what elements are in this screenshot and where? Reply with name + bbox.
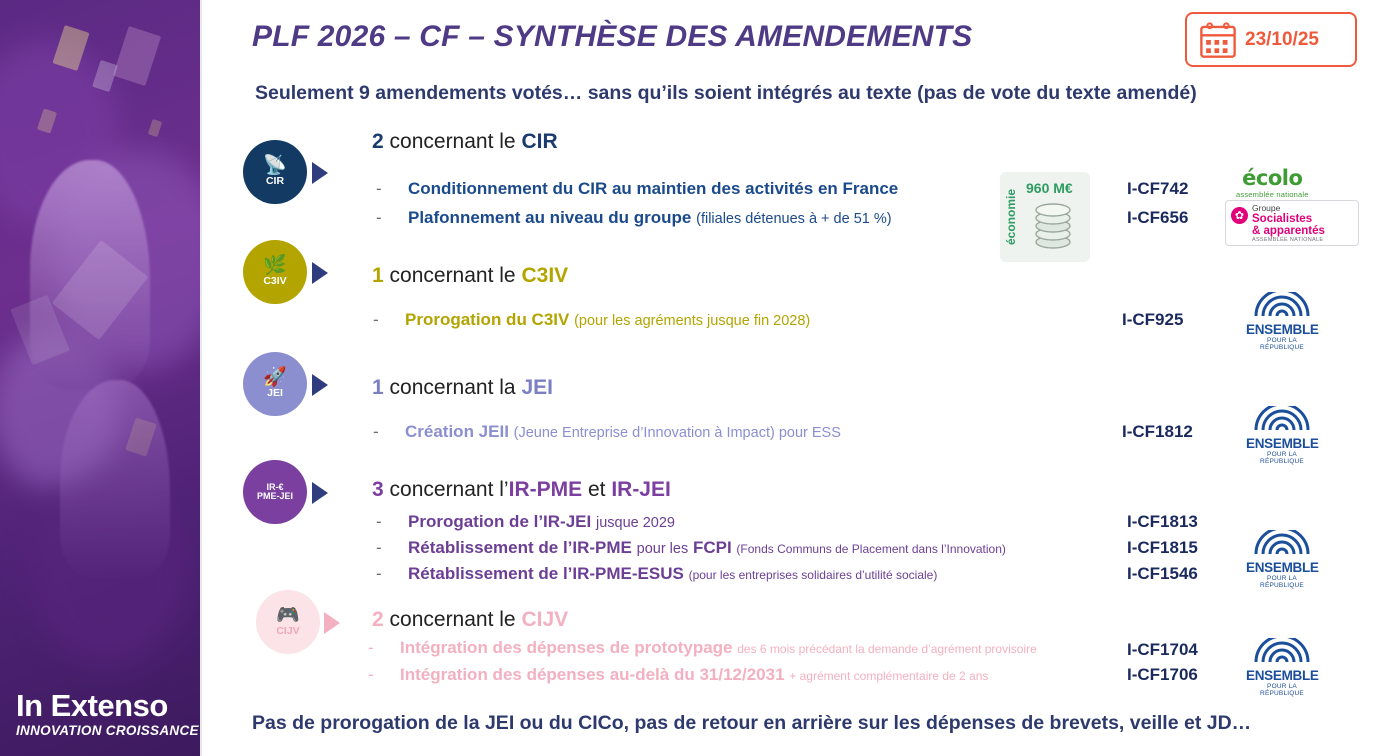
date-text: 23/10/25	[1245, 28, 1319, 50]
amendment-label: Rétablissement de l’IR-PME-ESUS	[408, 564, 684, 583]
section-count: 2	[372, 130, 384, 153]
date-badge	[1185, 12, 1357, 67]
amendment-item	[376, 208, 892, 228]
amendment-ref: I-CF656	[1127, 208, 1189, 227]
section-keyword: CIJV	[521, 608, 569, 631]
section-icon-jei	[243, 352, 307, 416]
section-headline-prefix: concernant la	[389, 376, 516, 399]
party-logo-line2: Socialistes	[1252, 212, 1313, 225]
amendment-item	[373, 422, 841, 442]
amendment-item	[376, 512, 675, 532]
amendment-label: Intégration des dépenses de prototypage	[400, 638, 733, 657]
amendment-item	[376, 179, 899, 199]
bullet-dash: -	[368, 665, 374, 684]
section-headline-jei	[372, 376, 553, 400]
amendment-ref: I-CF1704	[1127, 640, 1198, 659]
section-headline-prefix: concernant le	[389, 130, 516, 153]
bullet-dash: -	[368, 638, 374, 657]
party-logo-sub: POUR LA RÉPUBLIQUE	[1260, 574, 1304, 589]
party-logo-line1: Groupe	[1252, 203, 1281, 213]
rose-icon: ✿	[1231, 207, 1248, 224]
bullet-dash: -	[376, 208, 382, 227]
section-icon-label: PME-JEI	[256, 491, 293, 501]
amendment-ref: I-CF1706	[1127, 665, 1198, 684]
section-icon-label: JEI	[267, 387, 283, 400]
amendment-item	[376, 538, 1006, 558]
section-icon-cir	[243, 140, 307, 204]
bullet-dash: -	[376, 538, 382, 557]
section-keyword: C3IV	[521, 264, 569, 287]
section-headline-cijv	[372, 608, 568, 632]
bullet-dash: -	[373, 422, 379, 441]
amendment-label: Prorogation de l’IR-JEI	[408, 512, 592, 531]
section-count: 3	[372, 478, 384, 501]
party-logo-ensemble	[1246, 406, 1318, 465]
party-logo-socialistes	[1225, 200, 1359, 246]
amendment-note-bold: FCPI	[692, 538, 732, 557]
bullet-dash: -	[376, 179, 382, 198]
amendment-label: Plafonnement au niveau du groupe	[408, 208, 692, 227]
section-keyword: IR-PME	[508, 478, 583, 501]
ensemble-waves-icon	[1246, 406, 1318, 432]
section-arrow	[312, 374, 328, 396]
party-logo-line4: ASSEMBLÉE NATIONALE	[1252, 237, 1324, 244]
amendment-note: jusque 2029	[595, 515, 675, 531]
leaf-icon: 🌿	[263, 255, 287, 277]
economy-amount: 960 M€	[1026, 180, 1073, 196]
amendment-label: Création JEII	[405, 422, 509, 441]
amendment-item	[368, 638, 1037, 658]
euro-icon: IR-€	[266, 481, 284, 492]
section-count: 1	[372, 264, 384, 287]
section-icon-cijv	[256, 590, 320, 654]
section-icon-label: C3IV	[263, 275, 287, 288]
section-arrow	[324, 612, 340, 634]
section-arrow	[312, 162, 328, 184]
amendment-ref: I-CF1812	[1122, 422, 1193, 441]
section-icon-label: CIJV	[276, 625, 300, 638]
amendment-note: (pour les agréments jusque fin 2028)	[574, 313, 811, 329]
gamepad-icon: 🎮	[276, 605, 300, 627]
amendment-note-small: (pour les entreprises solidaires d’utilité sociale)	[688, 568, 938, 582]
economy-badge	[1000, 172, 1090, 262]
ensemble-waves-icon	[1246, 292, 1318, 318]
section-headline-cir	[372, 130, 558, 154]
economy-label: économie	[1004, 188, 1018, 246]
ensemble-waves-icon	[1246, 530, 1318, 556]
amendment-note-small: + agrément complémentaire de 2 ans	[789, 669, 989, 683]
amendment-ref: I-CF925	[1122, 310, 1184, 329]
amendment-note-small: des 6 mois précédant la demande d’agrément provisoire	[737, 642, 1037, 656]
amendment-label: Intégration des dépenses au-delà du 31/12/2031	[400, 665, 785, 684]
amendment-label: Conditionnement du CIR au maintien des activités en France	[408, 179, 899, 198]
section-arrow	[312, 482, 328, 504]
decor-hand-shape	[60, 380, 170, 580]
section-keyword: JEI	[521, 376, 553, 399]
section-headline-prefix: concernant le	[389, 608, 516, 631]
party-logo-name: ENSEMBLE	[1246, 322, 1319, 337]
amendment-ref: I-CF742	[1127, 179, 1189, 198]
party-logo-ensemble	[1246, 638, 1318, 697]
satellite-icon: 📡	[263, 155, 287, 177]
brand-logo-name: In Extenso	[16, 688, 168, 723]
party-logo-name: ENSEMBLE	[1246, 436, 1319, 451]
amendment-label: Rétablissement de l’IR-PME	[408, 538, 632, 557]
brand-logo	[16, 690, 199, 738]
section-count: 2	[372, 608, 384, 631]
section-count: 1	[372, 376, 384, 399]
amendment-label: Prorogation du C3IV	[405, 310, 570, 329]
section-headline-c3iv	[372, 264, 568, 288]
section-headline-ir	[372, 478, 671, 502]
section-keyword-2: IR-JEI	[611, 478, 671, 501]
section-headline-prefix: concernant l’	[389, 478, 509, 501]
decor-shard	[113, 26, 161, 86]
party-logo-ensemble	[1246, 530, 1318, 589]
subtitle: Seulement 9 amendements votés… sans qu’ils soient intégrés au texte (pas de vote du texte amendé)	[255, 82, 1197, 104]
amendment-item	[368, 665, 989, 685]
decorative-side-panel	[0, 0, 200, 756]
bullet-dash: -	[376, 512, 382, 531]
section-icon-c3iv	[243, 240, 307, 304]
section-icon-label: CIR	[265, 175, 285, 188]
amendment-item	[373, 310, 811, 330]
amendment-ref: I-CF1546	[1127, 564, 1198, 583]
party-logo-sub: assemblée nationale	[1236, 190, 1309, 199]
ensemble-waves-icon	[1246, 638, 1318, 664]
amendment-note: pour les	[636, 541, 689, 557]
calendar-icon	[1199, 21, 1237, 59]
bullet-dash: -	[376, 564, 382, 583]
page-title: PLF 2026 – CF – SYNTHÈSE DES AMENDEMENTS	[252, 20, 973, 53]
rocket-icon: 🚀	[263, 367, 287, 389]
party-logo-sub: POUR LA RÉPUBLIQUE	[1260, 450, 1304, 465]
party-logo-sub: POUR LA RÉPUBLIQUE	[1260, 336, 1304, 351]
bullet-dash: -	[373, 310, 379, 329]
section-icon-ir-pme-jei	[243, 460, 307, 524]
amendment-item	[376, 564, 938, 584]
footer-note: Pas de prorogation de la JEI ou du CICo, pas de retour en arrière sur les dépenses de brevets, veille et JD…	[252, 712, 1252, 734]
party-logo-ensemble	[1246, 292, 1318, 351]
party-logo-ecolo	[1236, 166, 1309, 199]
section-joiner: et	[587, 478, 606, 501]
section-arrow	[312, 262, 328, 284]
decor-shard	[148, 119, 162, 137]
amendment-note: (Jeune Entreprise d’Innovation à Impact) pour ESS	[513, 425, 841, 441]
coins-icon	[1030, 202, 1076, 250]
section-keyword: CIR	[521, 130, 558, 153]
amendment-note-small: (Fonds Communs de Placement dans l’Innovation)	[736, 542, 1006, 556]
amendment-ref: I-CF1815	[1127, 538, 1198, 557]
brand-logo-tagline: INNOVATION CROISSANCE	[16, 723, 199, 738]
amendment-ref: I-CF1813	[1127, 512, 1198, 531]
section-headline-prefix: concernant le	[389, 264, 516, 287]
party-logo-name: ENSEMBLE	[1246, 668, 1319, 683]
party-logo-line3: & apparentés	[1252, 224, 1325, 237]
party-logo-name: écolo	[1242, 166, 1303, 190]
party-logo-sub: POUR LA RÉPUBLIQUE	[1260, 682, 1304, 697]
party-logo-name: ENSEMBLE	[1246, 560, 1319, 575]
panel-divider	[200, 0, 202, 756]
amendment-note: (filiales détenues à + de 51 %)	[696, 211, 892, 227]
